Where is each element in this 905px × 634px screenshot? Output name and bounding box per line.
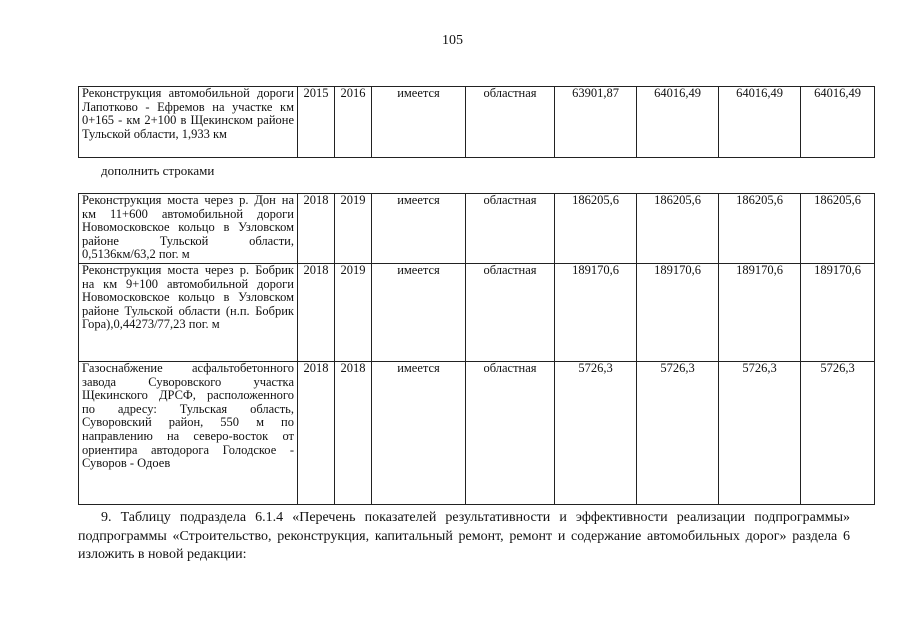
objects-table-existing	[78, 86, 875, 158]
table-row	[79, 194, 875, 264]
amendment-paragraph: 9. Таблицу подраздела 6.1.4 «Перечень показателей результативности и эффективности реализации подпрограммы» подпрограммы «Строительство, реконструкция, капитальный ремонт, ремонт и содержание автомобильных дорог» раздела 6 изложить в новой редакции:	[78, 510, 850, 562]
value-cell: 186205,6	[801, 194, 875, 264]
value-cell: 186205,6	[555, 194, 637, 264]
source-cell: областная	[466, 194, 555, 264]
year-start-cell: 2018	[298, 362, 335, 505]
year-end-cell: 2019	[335, 194, 372, 264]
value-cell: 5726,3	[637, 362, 719, 505]
addon-text: дополнить строками	[101, 163, 215, 178]
value-cell: 5726,3	[719, 362, 801, 505]
table-row	[79, 264, 875, 362]
table-row	[79, 362, 875, 505]
page-number: 105	[442, 33, 463, 48]
value-cell: 186205,6	[637, 194, 719, 264]
object-name-cell: Реконструкция моста через р. Бобрик на км 9+100 автомобильной дороги Новомосковское кольцо в Узловском районе Тульской области (н.п. Бобрик Гора),0,44273/77,23 пог. м	[79, 264, 298, 362]
status-cell: имеется	[372, 362, 466, 505]
source-cell: областная	[466, 87, 555, 158]
table-row	[79, 87, 875, 158]
source-cell: областная	[466, 264, 555, 362]
year-start-cell: 2018	[298, 264, 335, 362]
source-cell: областная	[466, 362, 555, 505]
year-end-cell: 2019	[335, 264, 372, 362]
value-cell: 64016,49	[801, 87, 875, 158]
object-name-cell: Реконструкция автомобильной дороги Лапотково - Ефремов на участке км 0+165 - км 2+100 в Щекинском районе Тульской области, 1,933 км	[79, 87, 298, 158]
status-cell: имеется	[372, 87, 466, 158]
year-end-cell: 2016	[335, 87, 372, 158]
value-cell: 186205,6	[719, 194, 801, 264]
value-cell: 64016,49	[719, 87, 801, 158]
value-cell: 5726,3	[555, 362, 637, 505]
objects-table-added	[78, 193, 875, 505]
value-cell: 189170,6	[555, 264, 637, 362]
year-end-cell: 2018	[335, 362, 372, 505]
value-cell: 189170,6	[719, 264, 801, 362]
object-name-cell: Реконструкция моста через р. Дон на км 11+600 автомобильной дороги Новомосковское кольцо в Узловском районе Тульской области, 0,5136км/63,2 пог. м	[79, 194, 298, 264]
year-start-cell: 2015	[298, 87, 335, 158]
year-start-cell: 2018	[298, 194, 335, 264]
value-cell: 64016,49	[637, 87, 719, 158]
object-name-cell: Газоснабжение асфальтобетонного завода Суворовского участка Щекинского ДРСФ, расположенного по адресу: Тульская область, Суворовский район, 550 м по направлению на северо-восток от ориентира автодорога Голодское - Суворов - Одоев	[79, 362, 298, 505]
value-cell: 63901,87	[555, 87, 637, 158]
value-cell: 189170,6	[637, 264, 719, 362]
status-cell: имеется	[372, 264, 466, 362]
status-cell: имеется	[372, 194, 466, 264]
value-cell: 5726,3	[801, 362, 875, 505]
value-cell: 189170,6	[801, 264, 875, 362]
